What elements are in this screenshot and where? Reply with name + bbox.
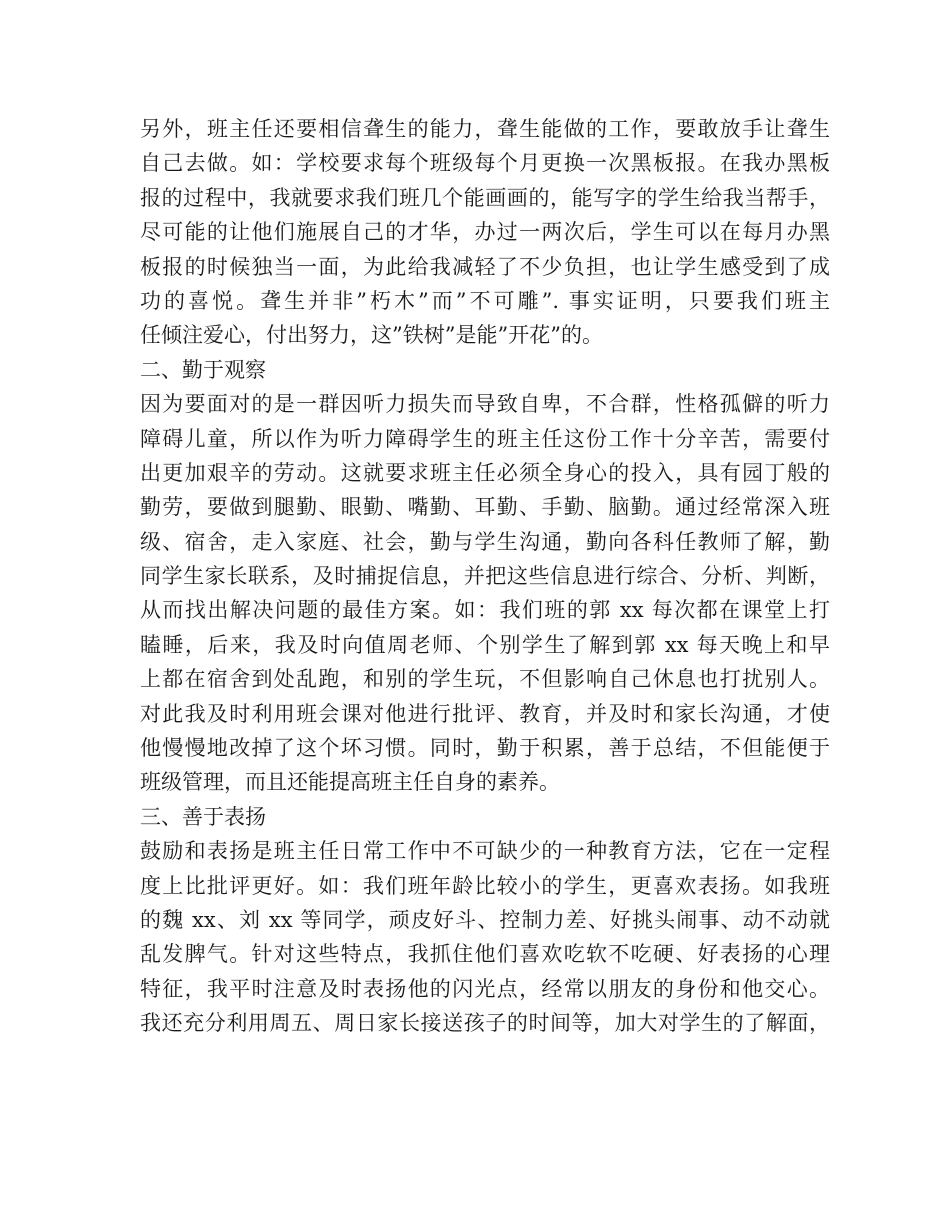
text-line: 出更加艰辛的劳动。这就要求班主任必须全身心的投入，具有园丁般的 (140, 460, 830, 485)
text-line: 瞌睡，后来，我及时向值周老师、个别学生了解到郭 xx 每天晚上和早 (140, 632, 830, 657)
text-line: 我还充分利用周五、周日家长接送孩子的时间等，加大对学生的了解面， (140, 1011, 830, 1036)
section-heading: 三、善于表扬 (140, 804, 266, 829)
text-line: 特征，我平时注意及时表扬他的闪光点，经常以朋友的身份和他交心。 (140, 976, 830, 1001)
text-line: 级、宿舍，走入家庭、社会，勤与学生沟通，勤向各科任教师了解，勤 (140, 529, 830, 554)
text-line: 功的喜悦。聋生并非”朽木”而”不可雕”. 事实证明，只要我们班主 (140, 288, 830, 313)
text-line: 班级管理，而且还能提高班主任自身的素养。 (140, 770, 560, 795)
text-line: 他慢慢地改掉了这个坏习惯。同时，勤于积累，善于总结，不但能便于 (140, 736, 830, 761)
text-line: 任倾注爱心，付出努力，这”铁树”是能”开花”的。 (140, 323, 603, 348)
text-line: 同学生家长联系，及时捕捉信息，并把这些信息进行综合、分析、判断， (140, 564, 830, 589)
text-line: 报的过程中，我就要求我们班几个能画画的，能写字的学生给我当帮手， (140, 185, 830, 210)
text-line: 从而找出解决问题的最佳方案。如：我们班的郭 xx 每次都在课堂上打 (140, 598, 830, 623)
text-line: 度上比批评更好。如：我们班年龄比较小的学生，更喜欢表扬。如我班 (140, 873, 830, 898)
text-line: 乱发脾气。针对这些特点，我抓住他们喜欢吃软不吃硬、好表扬的心理 (140, 942, 830, 967)
text-line: 尽可能的让他们施展自己的才华，办过一两次后，学生可以在每月办黑 (140, 220, 830, 245)
text-line: 板报的时候独当一面，为此给我减轻了不少负担，也让学生感受到了成 (140, 254, 830, 279)
section-heading: 二、勤于观察 (140, 357, 266, 382)
text-line: 因为要面对的是一群因听力损失而导致自卑，不合群，性格孤僻的听力 (140, 392, 830, 417)
text-line: 另外，班主任还要相信聋生的能力，聋生能做的工作，要敢放手让聋生 (140, 117, 830, 141)
text-line: 障碍儿童，所以作为听力障碍学生的班主任这份工作十分辛苦，需要付 (140, 426, 830, 451)
text-line: 上都在宿舍到处乱跑，和别的学生玩，不但影响自己休息也打扰别人。 (140, 667, 830, 692)
text-line: 对此我及时利用班会课对他进行批评、教育，并及时和家长沟通，才使 (140, 701, 830, 726)
document-body (140, 112, 830, 1041)
text-line: 鼓励和表扬是班主任日常工作中不可缺少的一种教育方法，它在一定程 (140, 839, 830, 864)
text-line: 自己去做。如：学校要求每个班级每个月更换一次黑板报。在我办黑板 (140, 151, 830, 176)
text-line: 勤劳，要做到腿勤、眼勤、嘴勤、耳勤、手勤、脑勤。通过经常深入班 (140, 495, 830, 520)
text-line: 的魏 xx、刘 xx 等同学，顽皮好斗、控制力差、好挑头闹事、动不动就 (140, 907, 830, 932)
